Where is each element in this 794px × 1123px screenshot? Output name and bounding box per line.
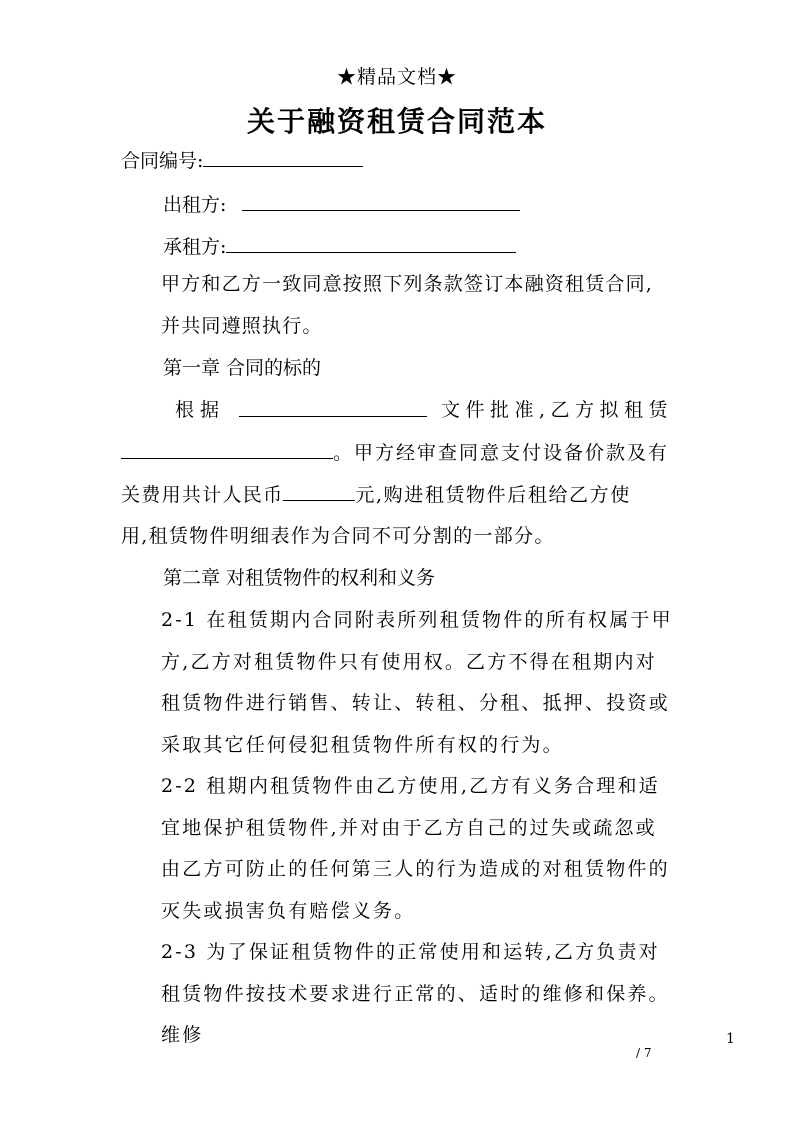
chapter1-line1-end: 文件批准,乙方拟租赁 — [440, 399, 673, 421]
amount-blank — [283, 482, 355, 501]
lessee-field — [163, 234, 516, 259]
contract-number-field — [121, 148, 363, 173]
page-total: / 7 — [636, 1046, 652, 1060]
lessor-blank — [242, 192, 520, 211]
chapter1-line1-start: 根据 — [175, 399, 226, 421]
clause-2-3: 2-3 为了保证租赁物件的正常使用和运转,乙方负责对租赁物件按技术要求进行正常的、适时的维修和保养。维修 — [161, 941, 670, 1046]
chapter2-heading: 第二章 对租赁物件的权利和义务 — [163, 567, 436, 589]
page-number: 1 — [726, 1031, 735, 1047]
lessor-field — [163, 192, 520, 217]
chapter1-line3-start: 关费用共计人民币 — [121, 484, 284, 506]
clause-2-1: 2-1 在租赁期内合同附表所列租赁物件的所有权属于甲方,乙方对租赁物件只有使用权。乙方不得在租期内对租赁物件进行销售、转让、转租、分租、抵押、投资或采取其它任何侵犯租赁物件所有权的行为。 — [161, 609, 673, 756]
contract-number-label: 合同编号: — [121, 150, 204, 172]
lessor-label: 出租方: — [163, 194, 227, 216]
chapter1-line1 — [121, 398, 673, 422]
document-title: 关于融资租赁合同范本 — [246, 105, 547, 138]
chapter1-line2-text: 。甲方经审查同意支付设备价款及有 — [333, 442, 670, 464]
chapter1-line4: 用,租赁物件明细表作为合同不可分割的一部分。 — [121, 525, 555, 547]
chapter1-heading: 第一章 合同的标的 — [163, 357, 322, 379]
header-note: ★精品文档★ — [336, 66, 457, 88]
lessee-label: 承租方: — [163, 236, 227, 258]
clause-2-2: 2-2 租期内租赁物件由乙方使用,乙方有义务合理和适宜地保护租赁物件,并对由于乙方自己的过失或疏忽或由乙方可防止的任何第三人的行为造成的对租赁物件的灭失或损害负有赔偿义务。 — [161, 775, 670, 922]
chapter1-line2 — [121, 440, 669, 465]
chapter1-line3 — [121, 482, 631, 507]
lessee-blank — [226, 234, 516, 253]
intro-paragraph: 甲方和乙方一致同意按照下列条款签订本融资租赁合同,并共同遵照执行。 — [161, 273, 654, 337]
leased-item-blank — [121, 440, 333, 459]
chapter1-line3-end: 元,购进租赁物件后租给乙方使 — [355, 484, 631, 506]
approval-document-blank — [239, 398, 427, 417]
contract-number-blank — [203, 148, 363, 167]
